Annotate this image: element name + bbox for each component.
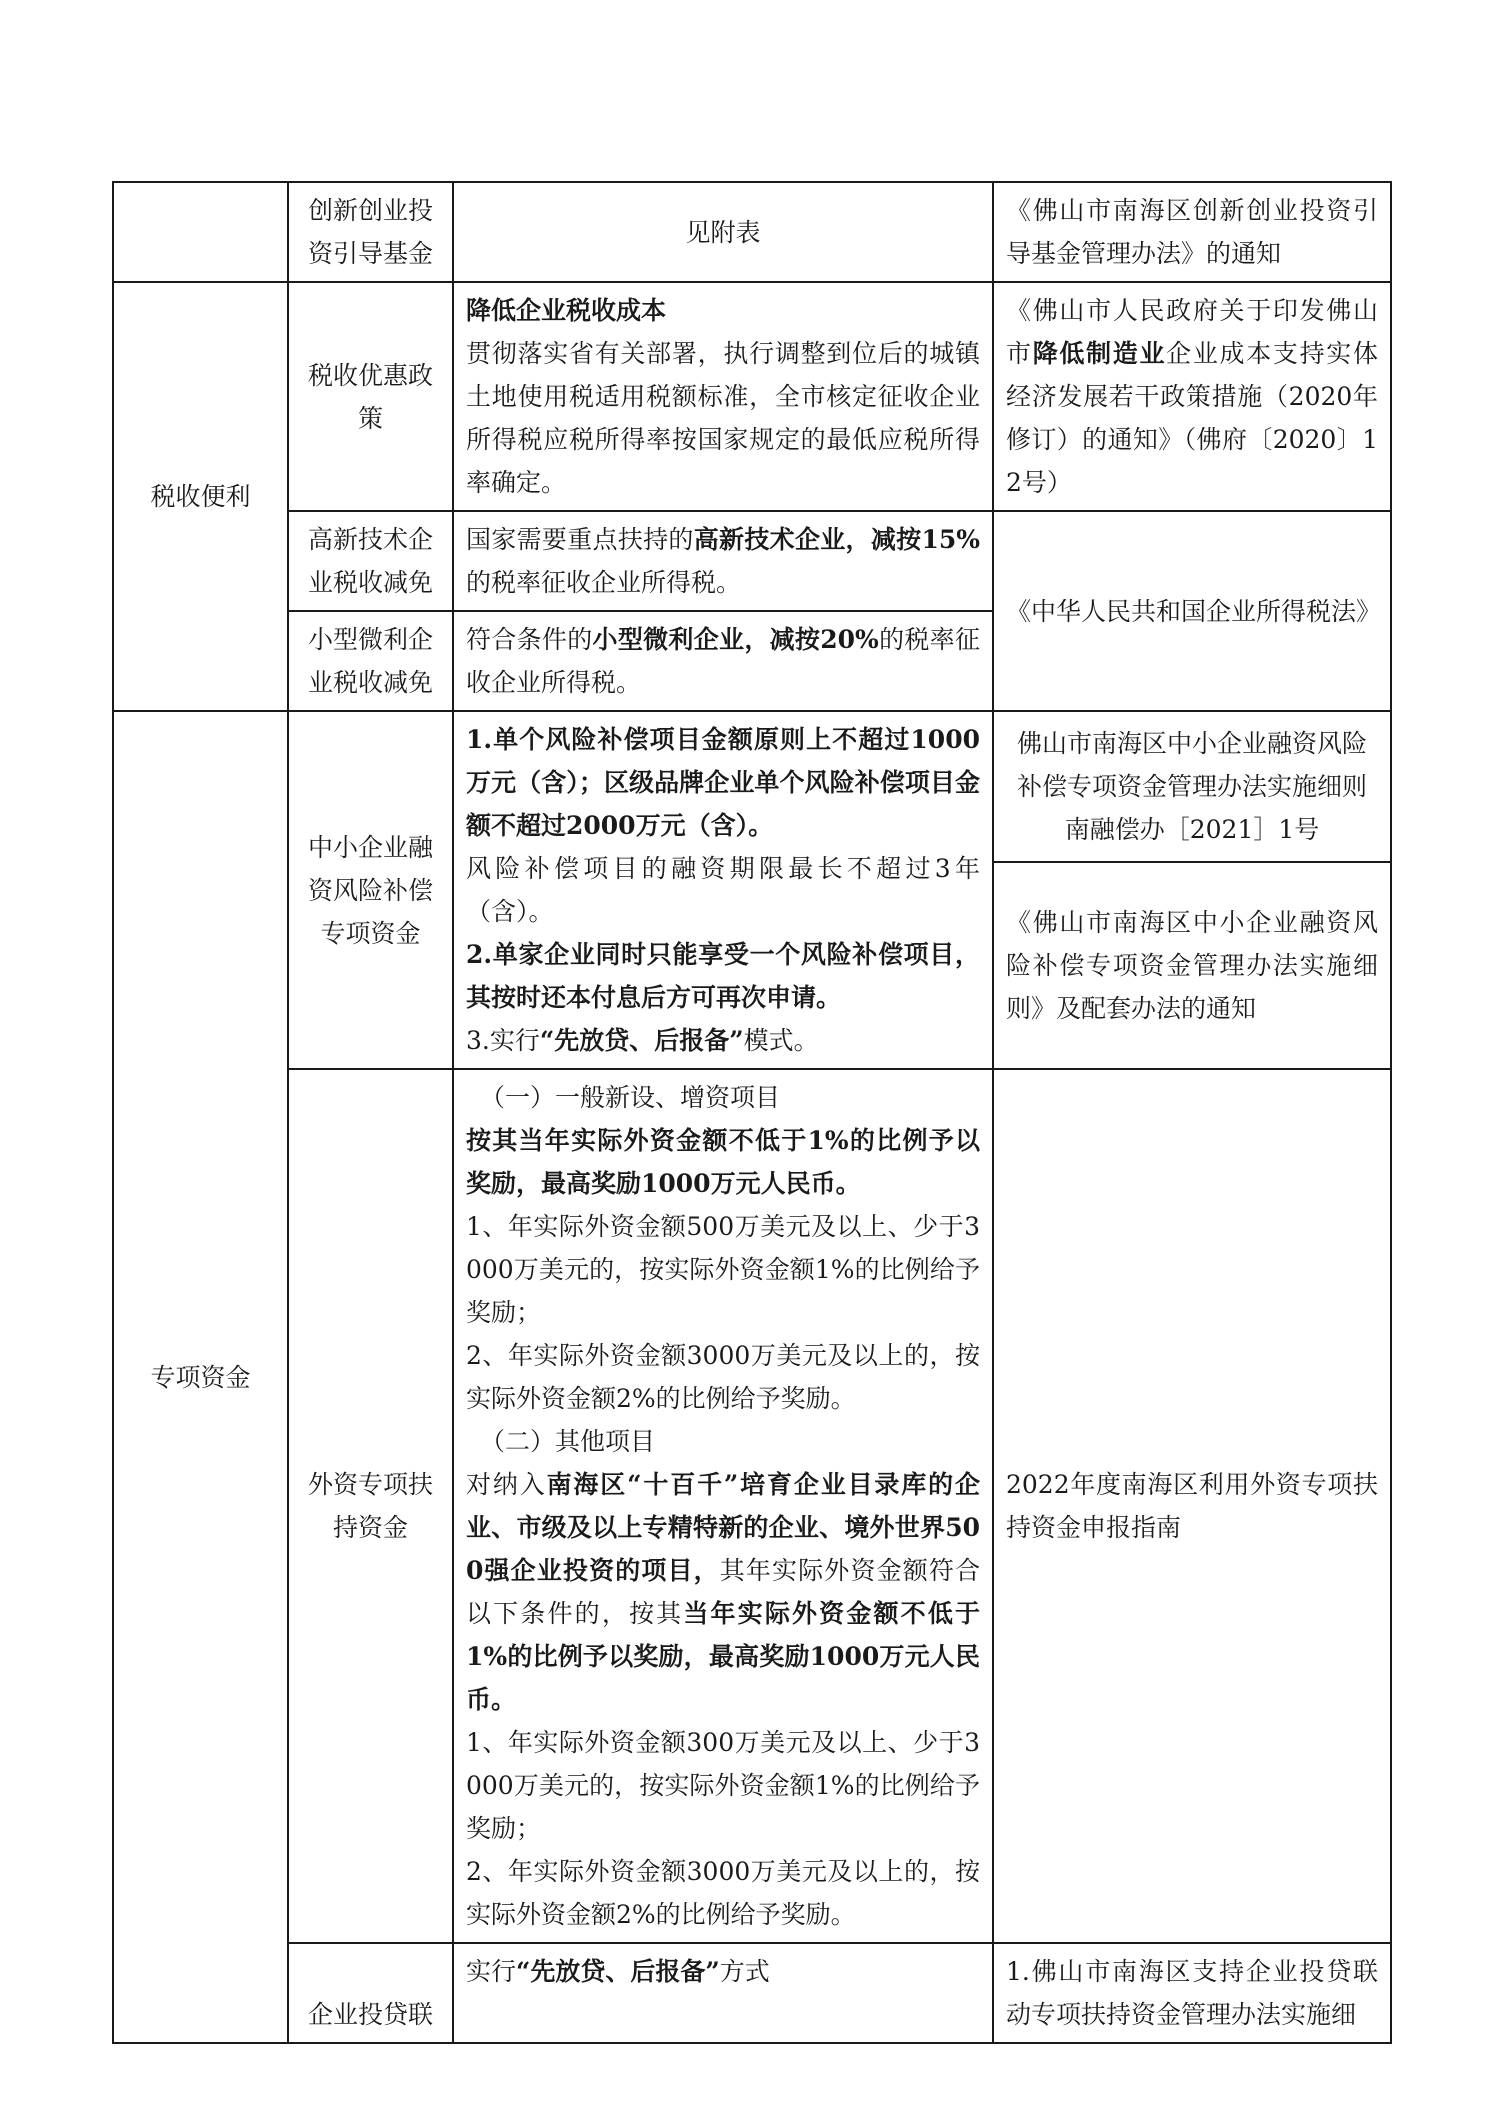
content-text: 符合条件的 <box>466 625 593 654</box>
item-cell <box>288 611 453 711</box>
table-row <box>113 1069 1391 1943</box>
basis-text: 《中华人民共和国企业所得税法》 <box>1006 596 1382 626</box>
category-cell <box>113 182 288 282</box>
table-row <box>113 182 1391 282</box>
content-cell <box>453 511 993 611</box>
item-label: 外资专项扶持资金 <box>307 1470 433 1542</box>
item-cell <box>288 182 453 282</box>
item-cell <box>288 282 453 511</box>
item-label: 创新创业投资引导基金 <box>307 196 433 268</box>
content-heading: 降低企业税收成本 <box>466 296 667 325</box>
content-text: 1、年实际外资金额500万美元及以上、少于3000万美元的，按实际外资金额1%的比例给予奖励； <box>466 1212 980 1327</box>
content-text: 2、年实际外资金额3000万美元及以上的，按实际外资金额2%的比例给予奖励。 <box>466 1857 980 1929</box>
basis-text: 《佛山市南海区创新创业投资引导基金管理办法》的通知 <box>1006 196 1378 268</box>
item-label: 小型微利企业税收减免 <box>307 625 433 697</box>
item-label: 企业投贷联 <box>307 2000 433 2029</box>
basis-cell <box>993 862 1391 1069</box>
content-emphasis: 南海区“十百千”培育企业目录库的企业、市级及以上专精特新的企业、境外世界500强企业投资的项目， <box>466 1470 980 1585</box>
content-text: 模式。 <box>743 1026 819 1055</box>
content-text: 方式 <box>719 1957 770 1986</box>
content-emphasis: “先放贷、后报备” <box>539 1026 744 1055</box>
content-bold: 1.单个风险补偿项目金额原则上不超过1000万元（含）；区级品牌企业单个风险补偿项目金额不超过2000万元（含）。 <box>466 725 980 840</box>
content-text: 3.实行 <box>466 1026 540 1055</box>
table-row <box>113 1943 1391 2043</box>
content-text: 的税率征收企业所得税。 <box>466 625 980 697</box>
item-label: 税收优惠政策 <box>307 360 433 433</box>
item-cell <box>288 1069 453 1943</box>
table-row <box>113 711 1391 862</box>
content-text: 对纳入 <box>466 1470 547 1499</box>
basis-cell <box>993 282 1391 511</box>
content-text: 其年实际外资金额符合以下条件的，按其 <box>466 1556 980 1628</box>
category-cell-tax <box>113 282 288 711</box>
basis-emphasis: 降低制造业 <box>1032 339 1167 368</box>
content-cell <box>453 182 993 282</box>
content-emphasis: 当年实际外资金额不低于1%的比例予以奖励，最高奖励1000万元人民币。 <box>466 1599 980 1714</box>
basis-text: 《佛山市人民政府关于印发佛山市 <box>1006 296 1378 368</box>
category-label: 税收便利 <box>150 482 251 511</box>
item-label: 中小企业融资风险补偿专项资金 <box>307 832 433 948</box>
content-text: 1、年实际外资金额300万美元及以上、少于3000万美元的，按实际外资金额1%的比例给予奖励； <box>466 1728 980 1843</box>
content-text: 风险补偿项目的融资期限最长不超过3年（含）。 <box>466 854 980 926</box>
content-text: 见附表 <box>685 217 761 247</box>
basis-text: 1.佛山市南海区支持企业投贷联动专项扶持资金管理办法实施细 <box>1006 1957 1378 2029</box>
content-bold: 2.单家企业同时只能享受一个风险补偿项目，其按时还本付息后方可再次申请。 <box>466 940 980 1012</box>
content-text: 的税率征收企业所得税。 <box>466 568 742 597</box>
basis-cell <box>993 711 1391 862</box>
category-cell-fund <box>113 711 288 2043</box>
policy-table <box>112 181 1392 2044</box>
content-text: 实行 <box>466 1957 517 1986</box>
content-emphasis: 高新技术企业，减按15% <box>693 525 980 554</box>
item-label: 高新技术企业税收减免 <box>307 525 433 597</box>
content-text: 2、年实际外资金额3000万美元及以上的，按实际外资金额2%的比例给予奖励。 <box>466 1341 980 1413</box>
content-bold: 按其当年实际外资金额不低于1%的比例予以奖励，最高奖励1000万元人民币。 <box>466 1126 980 1198</box>
basis-text: 2022年度南海区利用外资专项扶持资金申报指南 <box>1006 1470 1378 1542</box>
basis-cell <box>993 1069 1391 1943</box>
item-cell <box>288 711 453 1069</box>
table-row <box>113 511 1391 611</box>
item-cell <box>288 1943 453 2043</box>
table-row <box>113 282 1391 511</box>
content-cell <box>453 611 993 711</box>
basis-text: 企业成本支持实体经济发展若干政策措施（2020年修订）的通知》（佛府〔2020〕12号） <box>1006 339 1378 497</box>
content-cell <box>453 1943 993 2043</box>
content-text: 国家需要重点扶持的 <box>466 525 694 554</box>
content-text: 贯彻落实省有关部署，执行调整到位后的城镇土地使用税适用税额标准，全市核定征收企业所得税应税所得率按国家规定的最低应税所得率确定。 <box>466 339 980 497</box>
basis-text: 佛山市南海区中小企业融资风险补偿专项资金管理办法实施细则南融偿办［2021］1号 <box>1016 729 1367 844</box>
content-emphasis: 小型微利企业，减按20% <box>592 625 879 654</box>
item-cell <box>288 511 453 611</box>
content-cell <box>453 711 993 1069</box>
basis-cell <box>993 1943 1391 2043</box>
basis-text: 《佛山市南海区中小企业融资风险补偿专项资金管理办法实施细则》及配套办法的通知 <box>1006 908 1378 1023</box>
content-subheading: （一）一般新设、增资项目 <box>480 1083 781 1112</box>
content-cell <box>453 282 993 511</box>
content-subheading: （二）其他项目 <box>480 1427 656 1456</box>
content-cell <box>453 1069 993 1943</box>
basis-cell <box>993 182 1391 282</box>
basis-cell <box>993 511 1391 711</box>
content-emphasis: “先放贷、后报备” <box>516 1957 720 1986</box>
category-label: 专项资金 <box>150 1362 251 1392</box>
